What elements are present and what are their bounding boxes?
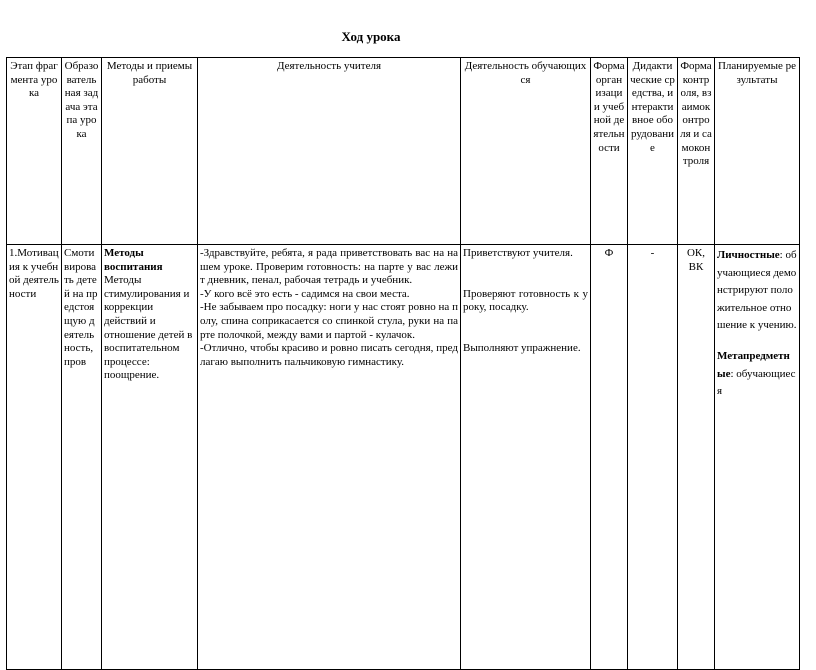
table-row	[7, 245, 800, 670]
header-org-form: Форма организации учебной деятельности	[591, 58, 628, 245]
cell-results	[715, 245, 800, 670]
page-title: Ход урока	[341, 29, 401, 44]
results-meta-text: : обучающиеся	[717, 367, 796, 398]
cell-stage: 1.Мотивация к учебной деятельности	[7, 245, 62, 670]
teacher-paragraph: -Не забываем про посадку: ноги у нас стоят ровно на полу, спина соприкасается со спинкой стула, руки на парте полочкой, между вами и партой - кулачок.	[200, 301, 458, 341]
teacher-paragraph: -Здравствуйте, ребята, я рада приветствовать вас на нашем уроке. Проверим готовность: на парте у вас лежит дневник, пенал, рабочая тетрадь и учебник.	[200, 247, 458, 287]
results-personal	[717, 247, 797, 335]
header-results: Планируемые результаты	[715, 58, 800, 245]
header-teacher: Деятельность учителя	[198, 58, 461, 245]
header-stage: Этап фрагмента урока	[7, 58, 62, 245]
students-paragraph: Проверяют готовность к уроку, посадку.	[463, 287, 588, 314]
cell-didactic: -	[628, 245, 678, 670]
students-paragraph: Выполняют упражнение.	[463, 342, 581, 355]
results-meta-title: Метапредметные	[717, 350, 790, 380]
cell-teacher	[198, 245, 461, 670]
lesson-plan-table	[6, 57, 800, 670]
cell-task: Смотивировать детей на предстоящую деятельность, пров	[62, 245, 102, 670]
header-task: Образовательная задача этапа урока	[62, 58, 102, 245]
results-personal-title: Личностные	[717, 249, 780, 261]
cell-methods	[102, 245, 198, 670]
table-header-row	[7, 58, 800, 245]
header-didactic: Дидактические средства, интерактивное оборудование	[628, 58, 678, 245]
results-personal-text: : обучающиеся демонстрируют положительное отношение к учению.	[717, 249, 797, 331]
header-methods: Методы и приемы работы	[102, 58, 198, 245]
header-control: Форма контроля, взаимоконтроля и самоконтроля	[678, 58, 715, 245]
header-students: Деятельность обучающихся	[461, 58, 591, 245]
teacher-paragraph: -У кого всё это есть - садимся на свои места.	[200, 287, 410, 300]
results-meta	[717, 348, 797, 401]
teacher-paragraph: -Отлично, чтобы красиво и ровно писать сегодня, предлагаю выполнить пальчиковую гимнастику.	[200, 342, 458, 368]
cell-org-form: Ф	[591, 245, 628, 670]
students-paragraph: Приветствуют учителя.	[463, 247, 573, 259]
methods-title: Методы воспитания	[104, 247, 163, 273]
methods-text: Методы стимулирования и коррекции действий и отношение детей в воспитательном процессе: поощрение.	[104, 274, 193, 382]
cell-control: ОК, ВК	[678, 245, 715, 670]
cell-students	[461, 245, 591, 670]
